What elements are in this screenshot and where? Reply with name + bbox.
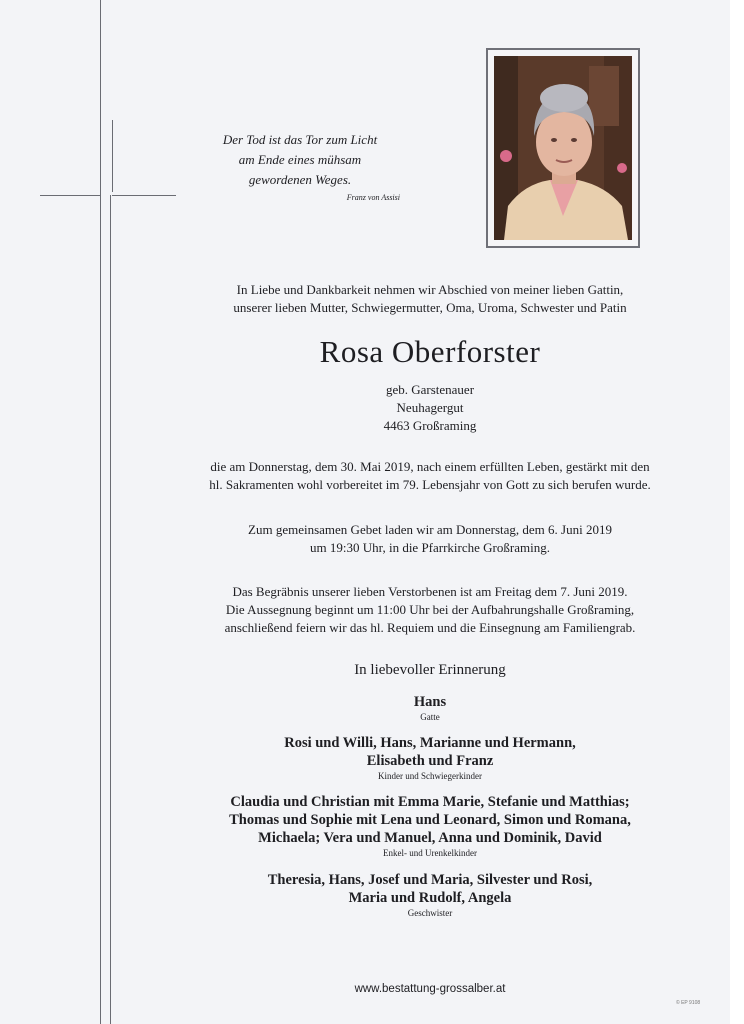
paragraph-line: Die Aussegnung beginnt um 11:00 Uhr bei der Aufbahrungshalle Großraming,: [225, 602, 635, 617]
cross-horizontal-right: [112, 195, 176, 196]
cross-vertical-line-upper: [112, 120, 113, 192]
mourner-role: Enkel- und Urenkelkinder: [383, 848, 477, 858]
death-announcement: [160, 458, 700, 494]
mourner-names: Maria und Rudolf, Angela: [348, 890, 512, 906]
paragraph-line: die am Donnerstag, dem 30. Mai 2019, nach einem erfüllten Leben, gestärkt mit den: [210, 459, 650, 474]
scan-edge: [730, 0, 744, 1024]
portrait-photo: [494, 56, 632, 240]
mourner-group-children: [160, 734, 700, 782]
mourner-names: Claudia und Christian mit Emma Marie, Stefanie und Matthias;: [230, 794, 630, 810]
quote: [200, 130, 400, 190]
cross-vertical-line: [100, 0, 101, 1024]
mourner-names: Hans: [413, 694, 447, 710]
print-code: © EP 9108: [676, 1000, 701, 1006]
maiden-name: geb. Garstenauer: [385, 382, 475, 397]
quote-line: am Ende eines mühsam: [238, 152, 362, 167]
deceased-name: Rosa Oberforster: [319, 334, 541, 369]
cross-vertical-line-inner: [110, 195, 111, 1024]
residence: Neuhagergut: [396, 400, 464, 415]
paragraph-line: anschließend feiern wir das hl. Requiem und die Einsegnung am Familiengrab.: [224, 620, 636, 635]
portrait-frame: [486, 48, 640, 248]
town: 4463 Großraming: [383, 418, 477, 433]
paragraph-line: Das Begräbnis unserer lieben Verstorbenen ist am Freitag dem 7. Juni 2019.: [232, 584, 628, 599]
intro-text: [160, 281, 700, 317]
mourner-role: Gatte: [420, 712, 440, 722]
mourner-group-grandchildren: [160, 793, 700, 859]
cross-horizontal-left: [40, 195, 100, 196]
quote-line: Der Tod ist das Tor zum Licht: [222, 132, 378, 147]
quote-line: gewordenen Weges.: [248, 172, 352, 187]
mourner-names: Thomas und Sophie mit Lena und Leonard, Simon und Romana,: [229, 812, 631, 828]
mourner-names: Elisabeth und Franz: [366, 753, 494, 769]
intro-line: unserer lieben Mutter, Schwiegermutter, Oma, Uroma, Schwester und Patin: [233, 300, 627, 315]
mourner-group-siblings: [160, 871, 700, 919]
mourner-role: Geschwister: [407, 908, 453, 918]
memory-heading: In liebevoller Erinnerung: [354, 662, 506, 678]
website-link[interactable]: www.bestattung-grossalber.at: [354, 983, 506, 995]
paragraph-line: um 19:30 Uhr, in die Pfarrkirche Großraming.: [310, 540, 550, 555]
quote-author: Franz von Assisi: [346, 193, 400, 202]
mourner-names: Michaela; Vera und Manuel, Anna und Dominik, David: [258, 830, 602, 846]
prayer-invitation: [160, 521, 700, 557]
paragraph-line: Zum gemeinsamen Gebet laden wir am Donnerstag, dem 6. Juni 2019: [248, 522, 612, 537]
mourner-role: Kinder und Schwiegerkinder: [378, 771, 482, 781]
funeral-info: [160, 583, 700, 637]
mourner-group-spouse: [160, 693, 700, 723]
intro-line: In Liebe und Dankbarkeit nehmen wir Abschied von meiner lieben Gattin,: [236, 282, 624, 297]
mourner-names: Theresia, Hans, Josef und Maria, Silvester und Rosi,: [267, 872, 593, 888]
deceased-details: [160, 381, 700, 435]
paragraph-line: hl. Sakramenten wohl vorbereitet im 79. Lebensjahr von Gott zu sich berufen wurde.: [209, 477, 651, 492]
mourner-names: Rosi und Willi, Hans, Marianne und Hermann,: [284, 735, 576, 751]
